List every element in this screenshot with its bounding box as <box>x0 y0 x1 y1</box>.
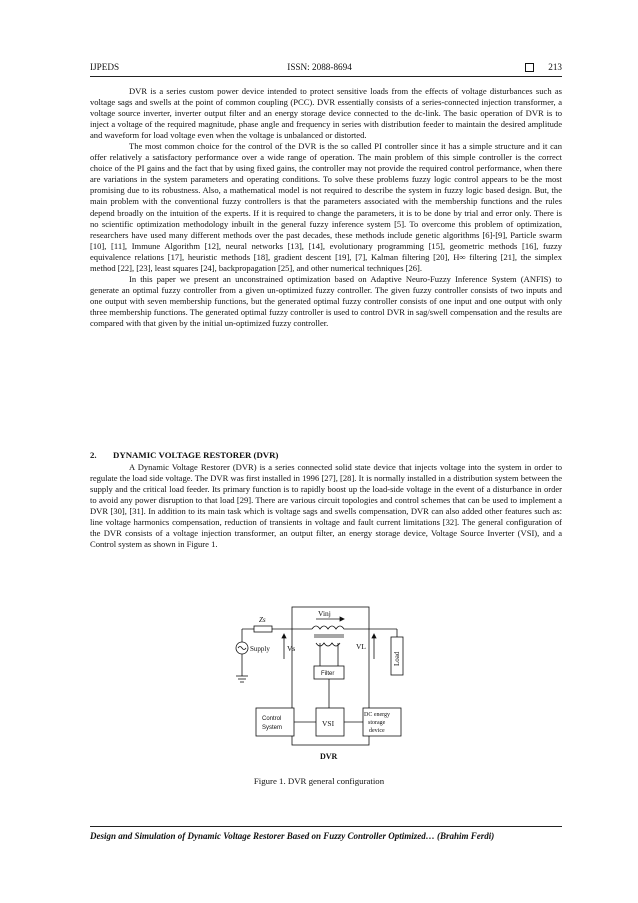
paragraph: A Dynamic Voltage Restorer (DVR) is a series connected solid state device that injects voltage into the system in order to regulate the load side voltage. The DVR was first installed in 1996 [27], [28]. It is normally installed in a distribution system between the supply and the critical load feeder. Its primary function is to rapidly boost up the load-side voltage in the event of a disturbance in order to avoid any power disruption to that load [29]. There are various circuit topologies and control schemes that can be used to implement a DVR [30], [31]. In addition to its main task which is voltage sags and swells compensation, DVR can also added other features such as: line voltage harmonics compensation, reduction of transients in voltage and fault current limitations [32]. The general configuration of the DVR consists of a voltage injection transformer, an output filter, an energy storage device, Voltage Source Inverter (VSI), and a Control system as shown in Figure 1. <box>90 462 562 550</box>
square-bullet-icon <box>525 63 534 72</box>
intro-text <box>90 86 562 329</box>
zs-label: Zs <box>259 616 266 624</box>
dc-label-1: DC energy <box>364 712 391 718</box>
dvr-label: DVR <box>320 752 338 761</box>
injection-winding <box>312 626 348 629</box>
paragraph: In this paper we present an unconstrained optimization based on Adaptive Neuro-Fuzzy Inference System (ANFIS) to generate an optimal fuzzy controller from a given un-optimized fuzzy controller. The given fuzzy controller consists of two inputs and one output with seven membership functions, but the generated optimal fuzzy controller consists of one input and one output with only three membership functions. The generated optimal fuzzy controller is used to control DVR in sag/swell compensation and the results are compared with that given by the initial un-optimized fuzzy controller. <box>90 273 562 328</box>
load-label: Load <box>393 651 401 666</box>
vs-label: Vs <box>287 644 296 653</box>
zs-impedance <box>254 626 272 632</box>
section-heading <box>90 450 278 460</box>
page-number: 213 <box>548 62 562 72</box>
footer-rule <box>90 826 562 827</box>
section-title: DYNAMIC VOLTAGE RESTORER (DVR) <box>113 450 279 460</box>
dc-label-2: storage <box>368 720 386 726</box>
supply-label: Supply <box>250 645 270 653</box>
dvr-diagram <box>232 604 412 764</box>
section-text <box>90 462 562 550</box>
section-number: 2. <box>90 450 97 460</box>
paragraph: DVR is a series custom power device intended to protect sensitive loads from the effects of voltage disturbances such as voltage sags and swells at the point of common coupling (PCC). DVR essentially consists of a series-connected injection transformer, a voltage source inverter, inverter output filter and an energy storage device connected to the dc-link. The basic operation of DVR is to inject a voltage of the required magnitude, phase angle and frequency in series with distribution feeder to maintain the desired amplitude and waveform for load voltage even when the voltage is unbalanced or distorted. <box>90 86 562 141</box>
paragraph: The most common choice for the control of the DVR is the so called PI controller since it has a simple structure and it can offer relatively a satisfactory performance over a wide range of operation. The main problem of this simple controller is the correct choice of the PI gains and the fact that by using fixed gains, the controller may not provide the required control performance, when there are variations in the system parameters and operating conditions. To solve these problems fuzzy logic control appears to be the most promising due to its robustness. Also, a mathematical model is not required to describe the system in fuzzy logic based design. But, the main problem with the conventional fuzzy controllers is that the parameters associated with the membership functions and the rules depend broadly on the intuition of the experts. If it is required to change the parameters, it is to be done by trial and error only. There is no scientific optimization methodology inbuilt in the general fuzzy inference system [5]. To overcome this problem of optimization, researchers have used many different methods over the past decades, these methods include genetic algorithms [6]-[9], Particle swarm [10], [11], Immune Algorithm [12], neural networks [13], [14], evolutionary programming [15], geometric methods [16], fuzzy equivalence relations [17], heuristic methods [18], gradient descent [19], [7], Kalman filtering [20], H∞ filtering [21], the simplex method [22], [23], least squares [24], backpropagation [25], and other numerical techniques [26]. <box>90 141 562 273</box>
running-footer: Design and Simulation of Dynamic Voltage Restorer Based on Fuzzy Controller Optimized… (Brahim Ferdi) <box>90 831 495 841</box>
system-label: System <box>262 725 283 731</box>
control-label: Control <box>262 716 282 722</box>
vsi-label: VSI <box>322 719 335 728</box>
issn: ISSN: 2088-8694 <box>287 62 352 72</box>
figure-caption: Figure 1. DVR general configuration <box>253 776 385 786</box>
filter-label: Filter <box>321 671 335 677</box>
vinj-label: Vinj <box>318 609 331 618</box>
header-rule <box>90 76 562 77</box>
journal-name: IJPEDS <box>90 62 120 72</box>
control-system-box <box>256 708 294 736</box>
running-header <box>90 62 562 72</box>
vl-label: VL <box>356 642 366 651</box>
dc-label-3: device <box>369 728 385 734</box>
